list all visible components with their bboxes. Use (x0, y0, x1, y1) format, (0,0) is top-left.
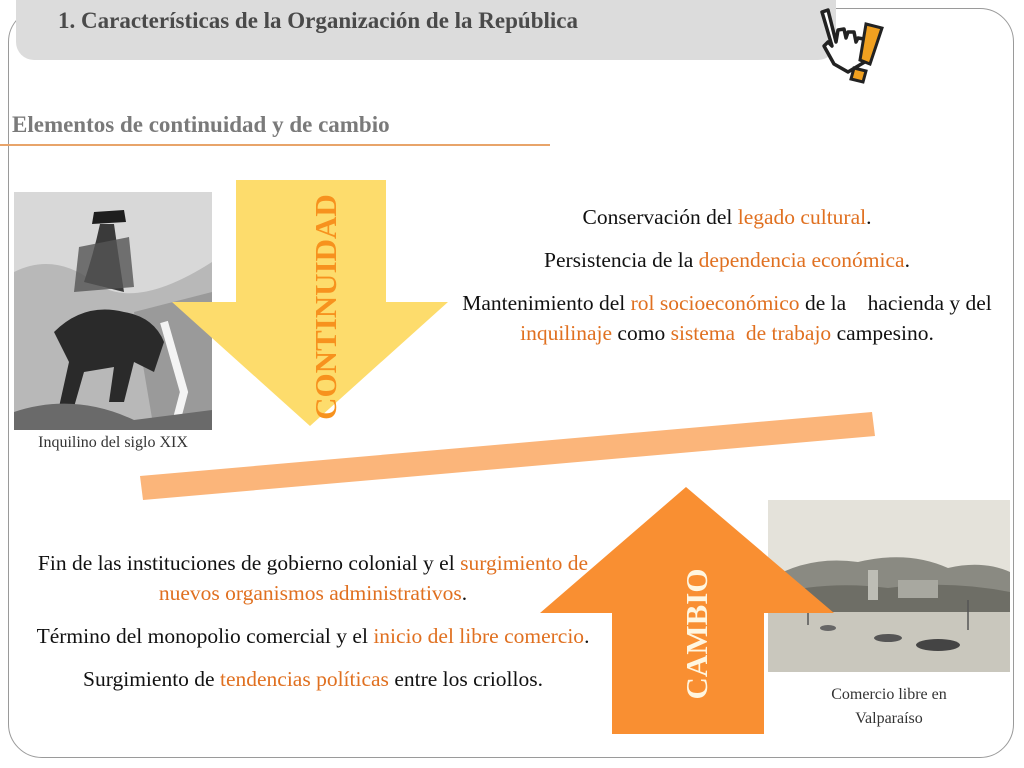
page-title: 1. Características de la Organización de la República (58, 8, 578, 33)
continuidad-label: CONTINUIDAD (308, 194, 343, 420)
cambio-item: Surgimiento de tendencias políticas entre los criollos. (83, 667, 543, 691)
cambio-label: CAMBIO (679, 568, 714, 700)
cambio-text (26, 548, 600, 707)
valparaiso-caption-line2: Valparaíso (855, 710, 923, 727)
valparaiso-caption-line1: Comercio libre en (831, 686, 947, 703)
continuidad-item: Conservación del legado cultural. (582, 205, 872, 229)
cambio-item: Término del monopolio comercial y el inicio del libre comercio. (36, 624, 590, 648)
divider-bar (140, 412, 875, 500)
cambio-item: Fin de las instituciones de gobierno colonial y el surgimiento de nuevos organismos administrativos. (37, 551, 589, 605)
continuidad-item: Persistencia de la dependencia económica. (544, 248, 910, 272)
continuidad-item: Mantenimiento del rol socioeconómico de la hacienda y del inquilinaje como sistema de trabajo campesino. (462, 291, 998, 345)
section-subtitle: Elementos de continuidad y de cambio (12, 112, 390, 137)
continuidad-text (440, 202, 1014, 361)
inquilino-caption: Inquilino del siglo XIX (38, 434, 188, 451)
